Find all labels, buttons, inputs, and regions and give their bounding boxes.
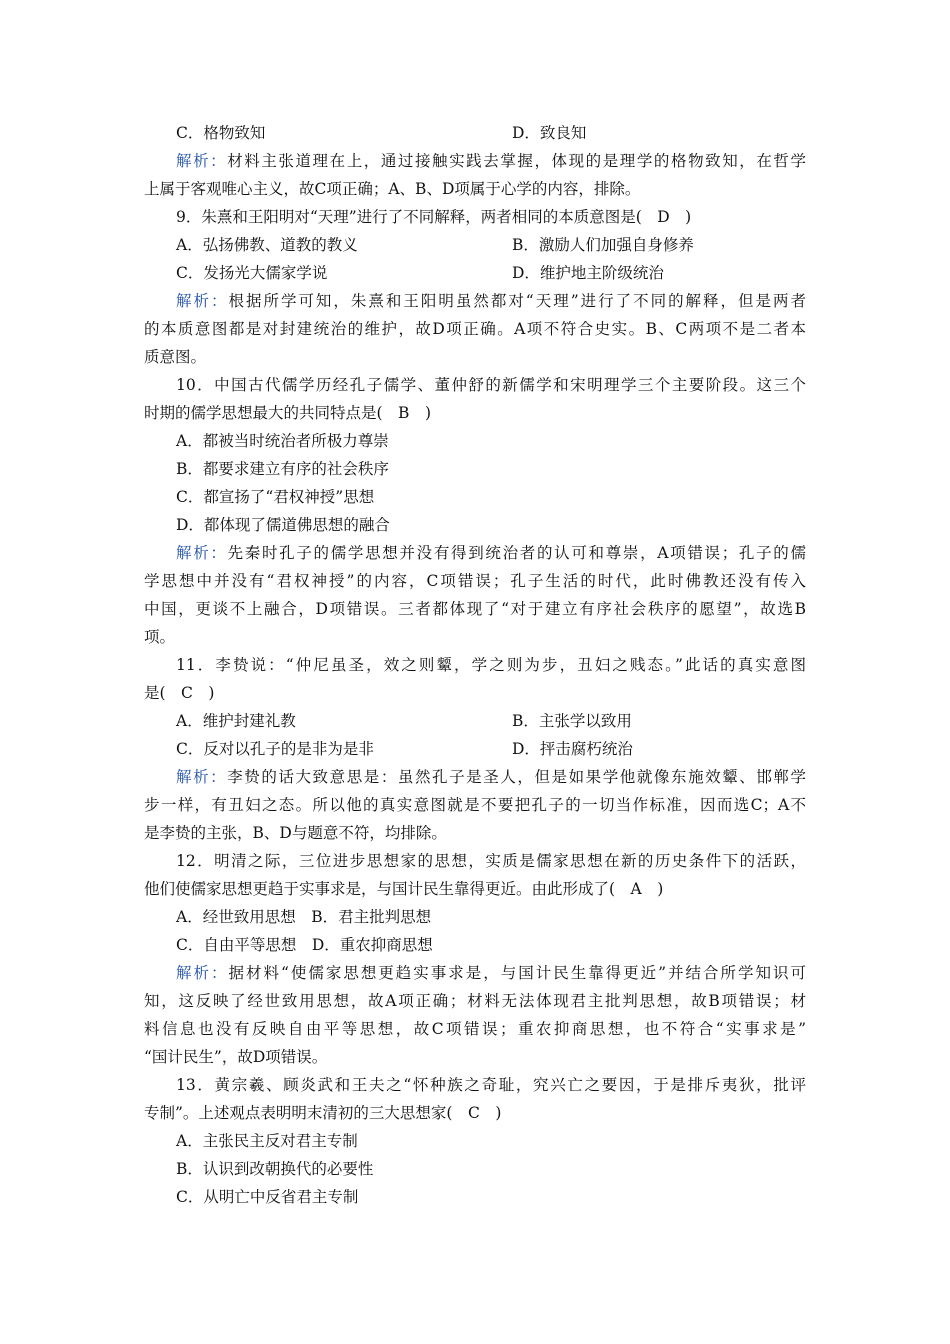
q11-analysis-line: 解析：李贽的话大致意思是：虽然孔子是圣人，但是如果学他就像东施效颦、邯郸学 <box>176 768 806 786</box>
q9-option-d: D．维护地主阶级统治 <box>512 264 664 282</box>
analysis-label: 解析： <box>176 544 228 562</box>
q11-option-d: D．抨击腐朽统治 <box>512 740 633 758</box>
q9-analysis-line: 质意图。 <box>144 348 207 366</box>
q11-analysis-line: 是李贽的主张，B、D与题意不符，均排除。 <box>144 824 447 842</box>
q9-option-c: C．发扬光大儒家学说 <box>176 264 328 282</box>
analysis-label: 解析： <box>176 152 228 170</box>
q10-analysis-line: 项。 <box>144 628 176 646</box>
q9-analysis-line: 解析：根据所学可知，朱熹和王阳明虽然都对“天理”进行了不同的解释，但是两者 <box>176 292 806 310</box>
analysis-label: 解析： <box>176 292 229 310</box>
q10-option-a: A．都被当时统治者所极力尊崇 <box>176 432 389 450</box>
q8-option-d: D．致良知 <box>512 124 587 142</box>
q10-analysis-line: 学思想中并没有“君权神授”的内容，C项错误；孔子生活的时代，此时佛教还没有传入 <box>144 572 806 590</box>
q11-option-b: B．主张学以致用 <box>512 712 632 730</box>
q10-option-d: D．都体现了儒道佛思想的融合 <box>176 516 390 534</box>
q8-analysis-line: 上属于客观唯心主义，故C项正确；A、B、D项属于心学的内容，排除。 <box>144 180 641 198</box>
q11-stem: 是( C ) <box>144 684 215 702</box>
q10-stem: 时期的儒学思想最大的共同特点是( B ) <box>144 404 431 422</box>
q10-option-c: C．都宣扬了“君权神授”思想 <box>176 488 375 506</box>
q12-analysis-line: 解析：据材料“使儒家思想更趋实事求是，与国计民生靠得更近”并结合所学知识可 <box>176 964 806 982</box>
q10-option-b: B．都要求建立有序的社会秩序 <box>176 460 389 478</box>
q10-stem: 10．中国古代儒学历经孔子儒学、董仲舒的新儒学和宋明理学三个主要阶段。这三个 <box>176 376 806 394</box>
q10-analysis-line: 中国，更谈不上融合，D项错误。三者都体现了“对于建立有序社会秩序的愿望”，故选B <box>144 600 806 618</box>
q8-option-c: C．格物致知 <box>176 124 266 142</box>
q10-analysis-line: 解析：先秦时孔子的儒学思想并没有得到统治者的认可和尊崇，A项错误；孔子的儒 <box>176 544 806 562</box>
q12-analysis-line: 知，这反映了经世致用思想，故A项正确；材料无法体现君主批判思想，故B项错误；材 <box>144 992 806 1010</box>
q13-option-c: C．从明亡中反省君主专制 <box>176 1188 359 1206</box>
q9-analysis-line: 的本质意图都是对封建统治的维护，故D项正确。A项不符合史实。B、C两项不是二者本 <box>144 320 806 338</box>
q13-stem: 13．黄宗羲、顾炎武和王夫之“怀种族之奇耻，究兴亡之要因，于是排斥夷狄，批评 <box>176 1076 806 1094</box>
q13-option-a: A．主张民主反对君主专制 <box>176 1132 358 1150</box>
q11-stem: 11．李贽说：“仲尼虽圣，效之则颦，学之则为步，丑妇之贱态。”此话的真实意图 <box>176 656 806 674</box>
q13-stem: 专制”。上述观点表明明末清初的三大思想家( C ) <box>144 1104 502 1122</box>
q8-analysis-line: 解析：材料主张道理在上，通过接触实践去掌握，体现的是理学的格物致知，在哲学 <box>176 152 806 170</box>
q12-options-row: C．自由平等思想 D．重农抑商思想 <box>176 936 433 954</box>
q12-analysis-line: 料信息也没有反映自由平等思想，故C项错误；重农抑商思想，也不符合“实事求是” <box>144 1020 806 1038</box>
q9-stem: 9．朱熹和王阳明对“天理”进行了不同解释，两者相同的本质意图是( D ) <box>176 208 692 226</box>
q9-option-a: A．弘扬佛教、道教的教义 <box>176 236 358 254</box>
q9-option-b: B．激励人们加强自身修养 <box>512 236 694 254</box>
q12-analysis-line: “国计民生”，故D项错误。 <box>144 1048 328 1066</box>
q12-stem: 12．明清之际，三位进步思想家的思想，实质是儒家思想在新的历史条件下的活跃， <box>176 852 806 870</box>
q11-option-c: C．反对以孔子的是非为是非 <box>176 740 374 758</box>
q12-stem: 他们使儒家思想更趋于实事求是，与国计民生靠得更近。由此形成了( A ) <box>144 880 664 898</box>
q11-analysis-line: 步一样，有丑妇之态。所以他的真实意图就是不要把孔子的一切当作标准，因而选C；A不 <box>144 796 806 814</box>
analysis-label: 解析： <box>176 768 228 786</box>
q13-option-b: B．认识到改朝换代的必要性 <box>176 1160 374 1178</box>
q11-option-a: A．维护封建礼教 <box>176 712 296 730</box>
q12-options-row: A．经世致用思想 B．君主批判思想 <box>176 908 432 926</box>
analysis-label: 解析： <box>176 964 229 982</box>
